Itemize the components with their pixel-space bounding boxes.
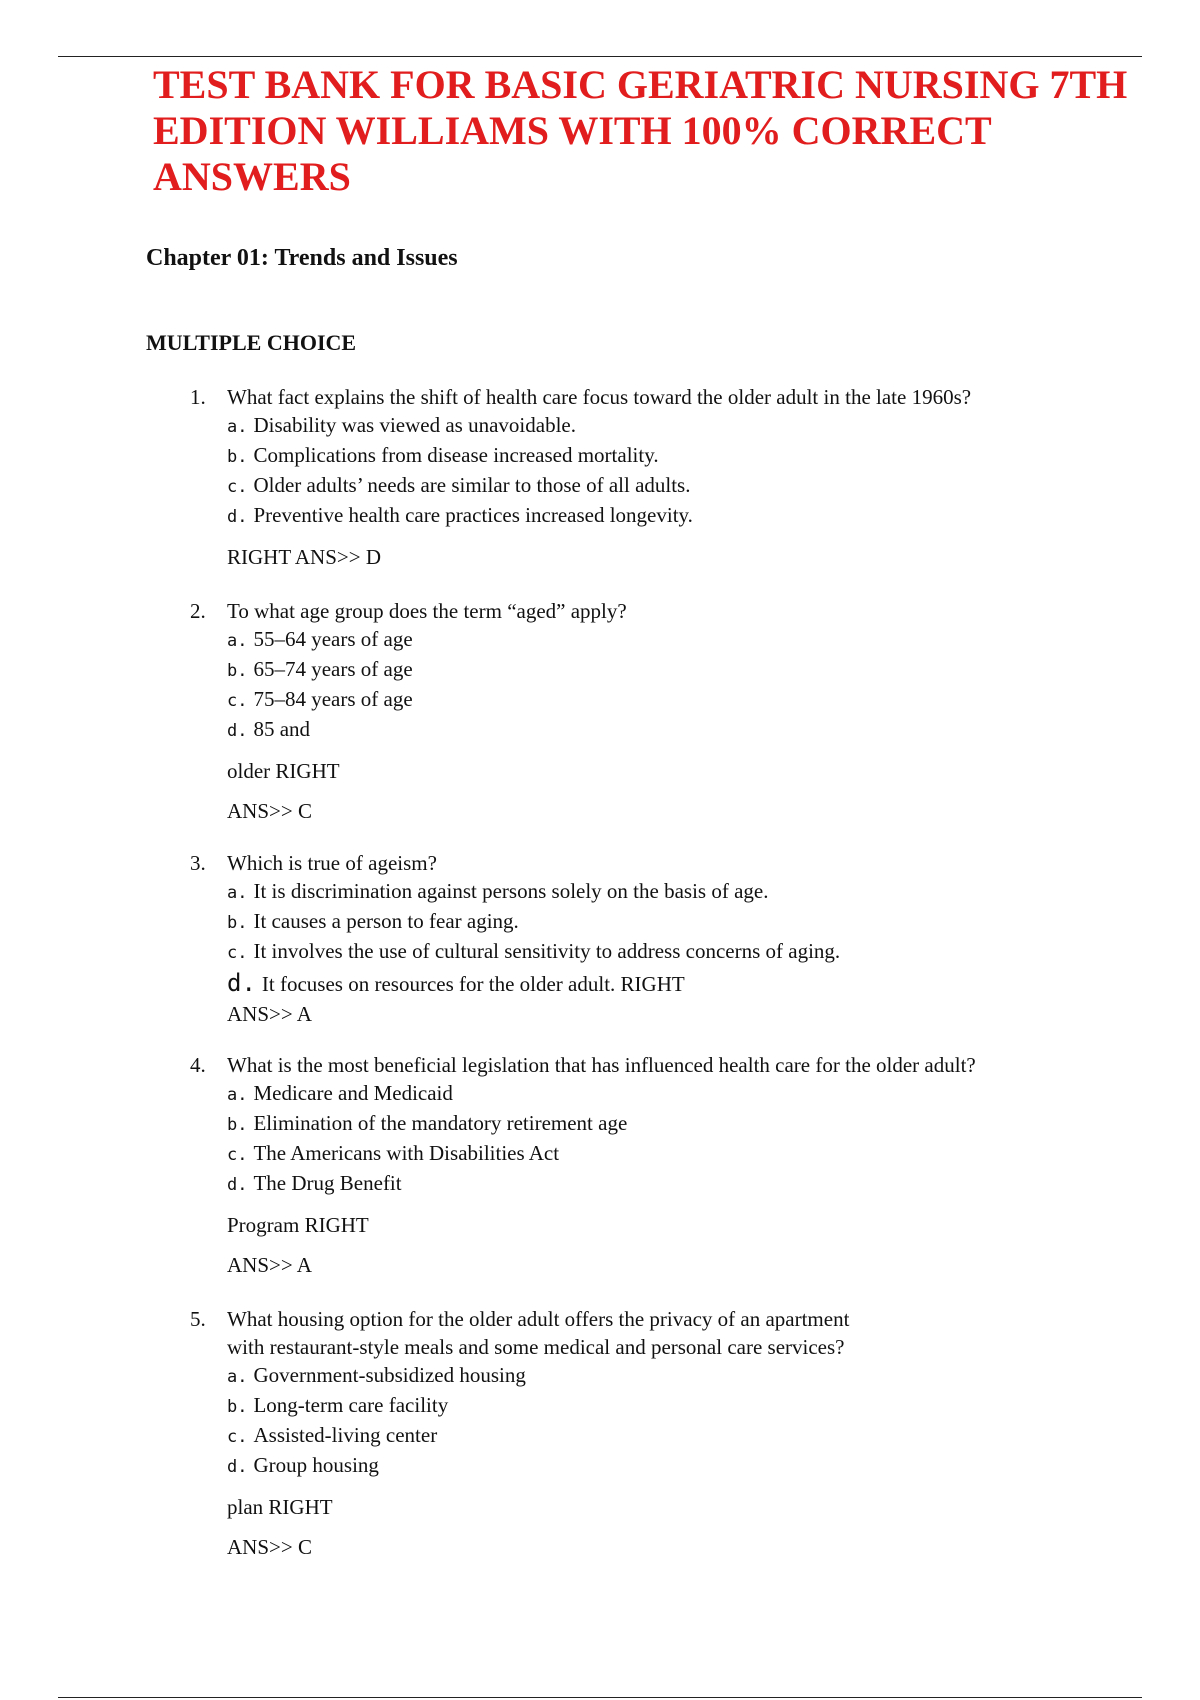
option-letter: b. bbox=[227, 913, 248, 933]
option-text: It causes a person to fear aging. bbox=[253, 909, 519, 933]
option-letter: a. bbox=[227, 631, 248, 651]
option-letter: c. bbox=[227, 691, 248, 711]
option-d bbox=[227, 1169, 976, 1199]
question-number: 3. bbox=[190, 851, 206, 875]
question-5 bbox=[190, 1305, 849, 1561]
option-text: The Drug Benefit bbox=[253, 1171, 402, 1195]
option-b bbox=[227, 441, 971, 471]
option-text: Long-term care facility bbox=[253, 1393, 449, 1417]
question-text-line: with restaurant-style meals and some medical and personal care services? bbox=[227, 1335, 845, 1359]
answer-line: RIGHT ANS>> D bbox=[227, 545, 381, 569]
question-number: 1. bbox=[190, 385, 206, 409]
option-c bbox=[227, 471, 971, 501]
question-1 bbox=[190, 383, 971, 571]
option-c bbox=[227, 1421, 849, 1451]
option-a bbox=[227, 1079, 976, 1109]
question-stem bbox=[190, 597, 627, 625]
option-letter: c. bbox=[227, 1427, 248, 1447]
option-c bbox=[227, 937, 840, 967]
option-text: 65–74 years of age bbox=[253, 657, 413, 681]
answer-line: plan RIGHT bbox=[227, 1495, 333, 1519]
options-list bbox=[190, 1361, 849, 1481]
options-list bbox=[190, 411, 971, 531]
question-stem bbox=[190, 1051, 976, 1079]
document-title: TEST BANK FOR BASIC GERIATRIC NURSING 7TH EDITION WILLIAMS WITH 100% CORRECT ANSWERS bbox=[153, 62, 1128, 199]
option-d bbox=[227, 501, 971, 531]
option-b bbox=[227, 907, 840, 937]
option-c bbox=[227, 685, 627, 715]
option-letter: d. bbox=[227, 507, 248, 527]
option-text: 55–64 years of age bbox=[253, 627, 413, 651]
question-stem bbox=[190, 849, 840, 877]
chapter-heading: Chapter 01: Trends and Issues bbox=[146, 245, 458, 271]
option-letter: b. bbox=[227, 1115, 248, 1135]
option-text: Government-subsidized housing bbox=[253, 1363, 526, 1387]
answer-line: Program RIGHT bbox=[227, 1213, 369, 1237]
option-letter: d. bbox=[227, 1457, 248, 1477]
options-list bbox=[190, 877, 840, 1000]
option-a bbox=[227, 877, 840, 907]
answer-line: ANS>> C bbox=[227, 1535, 312, 1559]
question-text: What fact explains the shift of health care focus toward the older adult in the late 1960s? bbox=[227, 385, 972, 409]
question-text: Which is true of ageism? bbox=[227, 851, 437, 875]
answer-line: ANS>> C bbox=[227, 799, 312, 823]
option-text: It focuses on resources for the older adult. RIGHT bbox=[261, 972, 685, 996]
question-text: To what age group does the term “aged” apply? bbox=[227, 599, 627, 623]
option-b bbox=[227, 1391, 849, 1421]
option-text: 75–84 years of age bbox=[253, 687, 413, 711]
question-number: 4. bbox=[190, 1053, 206, 1077]
option-letter: a. bbox=[227, 1367, 248, 1387]
option-text: It is discrimination against persons solely on the basis of age. bbox=[253, 879, 769, 903]
top-rule bbox=[58, 56, 1142, 57]
option-letter: c. bbox=[227, 1145, 248, 1165]
option-letter: a. bbox=[227, 883, 248, 903]
option-d bbox=[227, 715, 627, 745]
option-a bbox=[227, 411, 971, 441]
option-letter: c. bbox=[227, 943, 248, 963]
question-text-line: What housing option for the older adult offers the privacy of an apartment bbox=[227, 1307, 850, 1331]
option-d bbox=[227, 967, 840, 1000]
option-letter: b. bbox=[227, 1397, 248, 1417]
answer-line: older RIGHT bbox=[227, 759, 340, 783]
question-number: 2. bbox=[190, 599, 206, 623]
option-letter: b. bbox=[227, 447, 248, 467]
option-letter: c. bbox=[227, 477, 248, 497]
option-letter: d. bbox=[227, 969, 256, 997]
option-letter: a. bbox=[227, 417, 248, 437]
question-text: What is the most beneficial legislation that has influenced health care for the older adult? bbox=[227, 1053, 976, 1077]
option-text: 85 and bbox=[253, 717, 311, 741]
section-heading: MULTIPLE CHOICE bbox=[146, 330, 357, 355]
option-text: Group housing bbox=[253, 1453, 379, 1477]
option-text: Assisted-living center bbox=[253, 1423, 438, 1447]
question-2 bbox=[190, 597, 627, 825]
answer-line: ANS>> A bbox=[227, 1002, 312, 1026]
question-stem bbox=[190, 1305, 849, 1361]
options-list bbox=[190, 1079, 976, 1199]
question-number: 5. bbox=[190, 1307, 206, 1331]
question-4 bbox=[190, 1051, 976, 1279]
question-3 bbox=[190, 849, 840, 1028]
option-text: Disability was viewed as unavoidable. bbox=[253, 413, 576, 437]
bottom-rule bbox=[58, 1697, 1142, 1698]
option-text: Older adults’ needs are similar to those of all adults. bbox=[253, 473, 691, 497]
answer-line: ANS>> A bbox=[227, 1253, 312, 1277]
option-text: Medicare and Medicaid bbox=[253, 1081, 453, 1105]
option-letter: d. bbox=[227, 1175, 248, 1195]
option-text: It involves the use of cultural sensitivity to address concerns of aging. bbox=[253, 939, 841, 963]
option-b bbox=[227, 655, 627, 685]
option-text: The Americans with Disabilities Act bbox=[253, 1141, 560, 1165]
question-stem bbox=[190, 383, 971, 411]
options-list bbox=[190, 625, 627, 745]
option-a bbox=[227, 1361, 849, 1391]
option-b bbox=[227, 1109, 976, 1139]
option-letter: b. bbox=[227, 661, 248, 681]
option-text: Complications from disease increased mortality. bbox=[253, 443, 659, 467]
option-letter: a. bbox=[227, 1085, 248, 1105]
option-d bbox=[227, 1451, 849, 1481]
option-text: Elimination of the mandatory retirement age bbox=[253, 1111, 628, 1135]
option-a bbox=[227, 625, 627, 655]
option-letter: d. bbox=[227, 721, 248, 741]
option-c bbox=[227, 1139, 976, 1169]
option-text: Preventive health care practices increased longevity. bbox=[253, 503, 693, 527]
